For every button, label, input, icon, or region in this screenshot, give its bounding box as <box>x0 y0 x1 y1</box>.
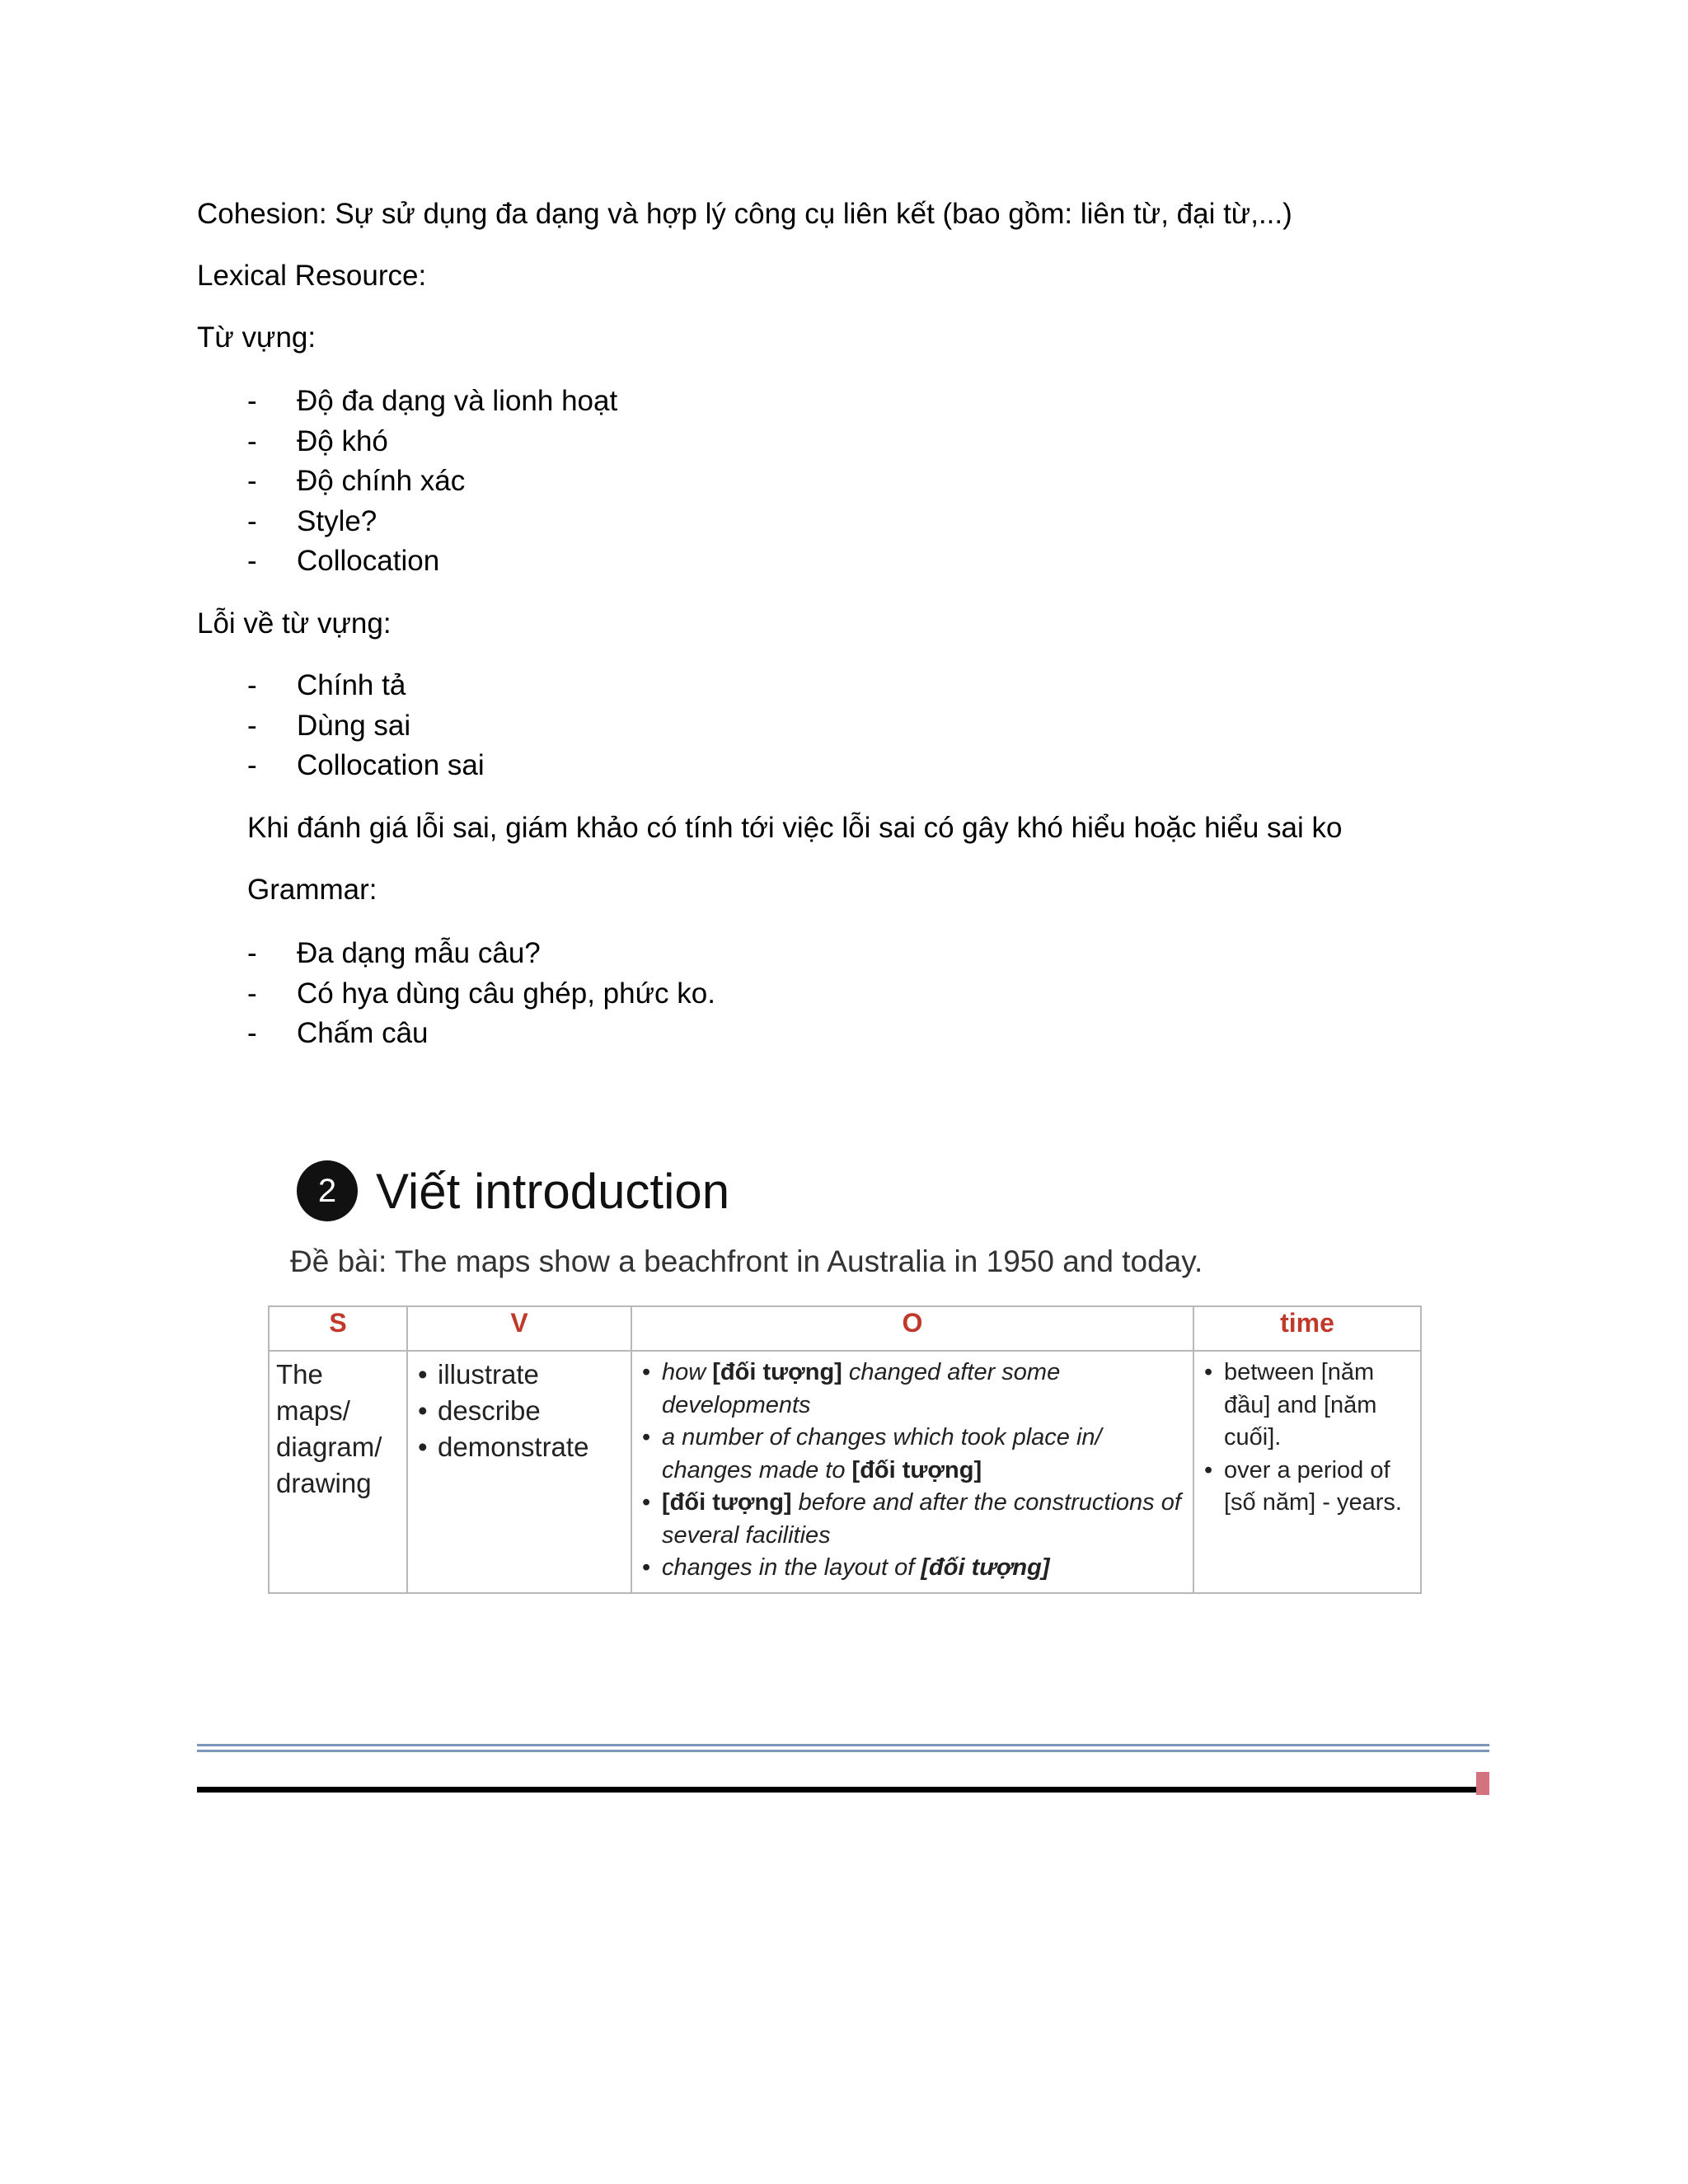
errors-heading: Lỗi về từ vựng: <box>197 607 392 640</box>
dash-marker: - <box>247 545 257 577</box>
evaluation-note: Khi đánh giá lỗi sai, giám khảo có tính tới việc lỗi sai có gây khó hiểu hoặc hiểu sai ko <box>247 812 1343 844</box>
list-item: - Có hya dùng câu ghép, phức ko. <box>247 974 715 1015</box>
v-cell <box>407 1351 631 1593</box>
dash-marker: - <box>247 465 257 497</box>
dash-marker: - <box>247 937 257 969</box>
list-item: • how [đối tượng] changed after some developments <box>639 1357 1186 1422</box>
time-cell <box>1193 1351 1421 1593</box>
introduction-figure <box>264 1146 1434 1714</box>
dash-marker: - <box>247 1017 257 1049</box>
list-item: • a number of changes which took place in/ changes made to [đối tượng] <box>639 1422 1186 1487</box>
vocab-list <box>247 382 617 582</box>
dash-marker: - <box>247 977 257 1010</box>
o-cell <box>631 1351 1193 1593</box>
list-item: • between [năm đầu] and [năm cuối]. <box>1201 1357 1414 1455</box>
header-s: S <box>269 1306 407 1351</box>
list-item: - Collocation <box>247 541 617 582</box>
list-item: - Đa dạng mẫu câu? <box>247 934 715 974</box>
footer-double-rule <box>197 1744 1489 1752</box>
s-cell: The maps/ diagram/ drawing <box>269 1351 407 1593</box>
list-item: - Dùng sai <box>247 706 485 747</box>
grammar-heading: Grammar: <box>247 874 377 906</box>
dash-marker: - <box>247 709 257 742</box>
step-number-badge: 2 <box>297 1160 358 1221</box>
dash-marker: - <box>247 385 257 417</box>
table-row <box>269 1351 1421 1593</box>
dash-marker: - <box>247 504 257 537</box>
figure-prompt: Đề bài: The maps show a beachfront in Australia in 1950 and today. <box>290 1244 1203 1278</box>
dash-marker: - <box>247 749 257 781</box>
list-item: • illustrate <box>415 1357 624 1393</box>
list-item: - Độ chính xác <box>247 462 617 502</box>
list-item: • changes in the layout of [đối tượng] <box>639 1552 1186 1585</box>
list-item: - Chính tả <box>247 666 485 706</box>
list-item: - Style? <box>247 502 617 542</box>
dash-marker: - <box>247 424 257 457</box>
list-item: - Chấm câu <box>247 1014 715 1054</box>
list-item: - Độ khó <box>247 422 617 462</box>
list-item: - Độ đa dạng và lionh hoạt <box>247 382 617 422</box>
errors-list <box>247 666 485 786</box>
list-item: • over a period of [số năm] - years. <box>1201 1455 1414 1520</box>
list-item: • describe <box>415 1393 624 1429</box>
header-o: O <box>631 1306 1193 1351</box>
svo-table <box>268 1305 1422 1594</box>
lexical-resource-heading: Lexical Resource: <box>197 260 427 292</box>
list-item: - Collocation sai <box>247 746 485 786</box>
list-item: • [đối tượng] before and after the constructions of several facilities <box>639 1487 1186 1552</box>
table-header-row <box>269 1306 1421 1351</box>
grammar-list <box>247 934 715 1054</box>
figure-header <box>297 1160 729 1221</box>
header-time: time <box>1193 1306 1421 1351</box>
dash-marker: - <box>247 669 257 701</box>
vocab-heading: Từ vựng: <box>197 321 316 354</box>
list-item: • demonstrate <box>415 1429 624 1465</box>
cohesion-line: Cohesion: Sự sử dụng đa dạng và hợp lý công cụ liên kết (bao gồm: liên từ, đại từ,...) <box>197 198 1292 230</box>
figure-title: Viết introduction <box>376 1163 730 1219</box>
header-v: V <box>407 1306 631 1351</box>
footer-marker <box>1476 1772 1489 1795</box>
footer-thick-rule <box>197 1787 1483 1793</box>
